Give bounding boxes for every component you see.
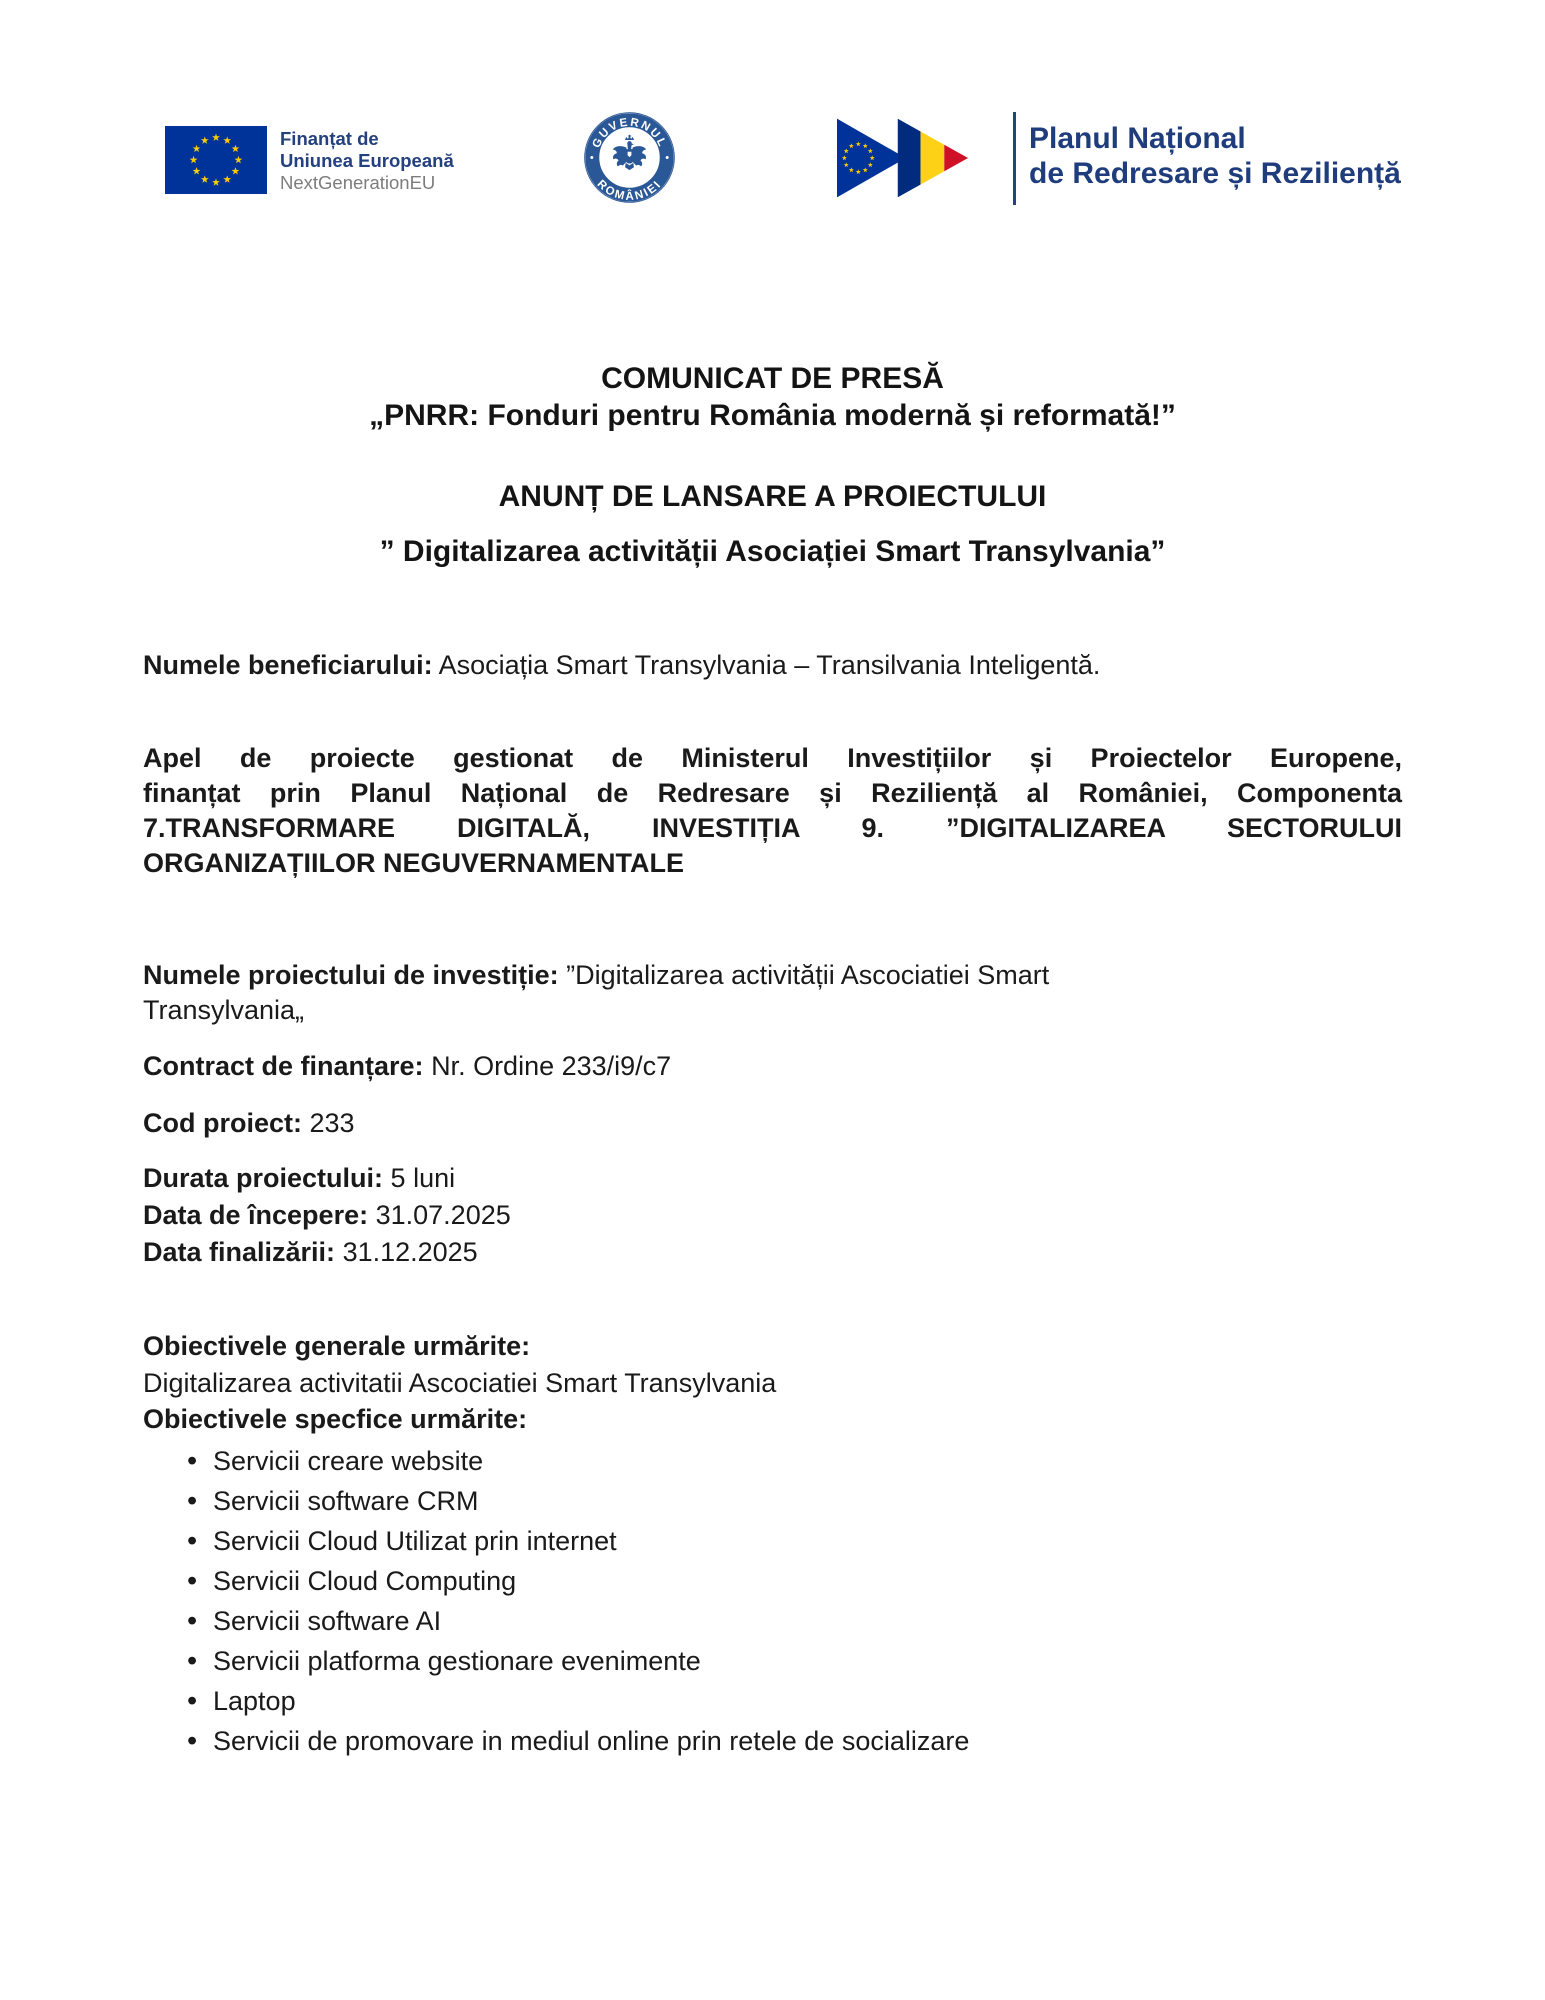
seal-top-text: GUVERNUL [589,115,670,150]
field-value: ”Digitalizarea activității Ascociatiei Smart [566,960,1050,990]
list-item: • Laptop [143,1681,1402,1721]
objectives-specific-label [143,1401,1402,1438]
field-label: Durata proiectului: [143,1163,384,1193]
announcement-title: ANUNȚ DE LANSARE A PROIECTULUI [498,480,1047,513]
title-line: COMUNICAT DE PRESĂ [601,362,944,395]
beneficiary-line [143,648,1402,683]
field-value: Transylvania„ [143,995,305,1025]
field-label: Obiectivele specfice urmărite: [143,1404,528,1434]
field-value: 31.07.2025 [375,1200,511,1230]
project-title: ” Digitalizarea activității Asociației Smart Transylvania” [379,535,1166,568]
title-slogan: „PNRR: Fonduri pentru România modernă și reformată!” [369,399,1176,432]
field-value: 5 luni [390,1163,456,1193]
paragraph-line: ORGANIZAȚIILOR NEGUVERNAMENTALE [143,848,684,878]
contract-field [143,1049,1402,1084]
paragraph-line: finanțat prin Planul Național de Redresare și Reziliență al României, Componenta [143,778,1402,808]
field-value: 233 [309,1108,355,1138]
seal-bottom-text: ROMÂNIEI [594,177,665,203]
list-item: • Servicii Cloud Computing [143,1561,1402,1601]
objectives-list [143,1441,1402,1761]
field-label: Numele proiectului de investiție: [143,960,559,990]
eu-logo-text: Finanțat de [280,128,379,149]
field-value: 31.12.2025 [342,1237,478,1267]
objectives-block [143,1328,1402,1438]
objectives-general-value: Digitalizarea activitatii Ascociatiei Smart Transylvania [143,1367,777,1398]
field-value: Asociația Smart Transylvania – Transilvania Inteligentă. [438,650,1101,680]
press-release-title [143,360,1402,434]
list-item: • Servicii de promovare in mediul online prin retele de socializare [143,1721,1402,1761]
paragraph-line: 7.TRANSFORMARE DIGITALĂ, INVESTIȚIA 9. ”DIGITALIZAREA SECTORULUI [143,813,1402,843]
list-item: • Servicii software CRM [143,1481,1402,1521]
list-item: • Servicii platforma gestionare evenimente [143,1641,1402,1681]
field-label: Data finalizării: [143,1237,336,1267]
pnrr-logo-text: de Redresare și Reziliență [1029,157,1401,190]
list-item: • Servicii Cloud Utilizat prin internet [143,1521,1402,1561]
field-label: Contract de finanțare: [143,1051,424,1081]
project-code-field [143,1106,1402,1141]
list-item: • Servicii software AI [143,1601,1402,1641]
call-paragraph [143,741,1402,881]
field-label: Numele beneficiarului: [143,650,433,680]
eu-logo-subtext: NextGenerationEU [280,172,436,193]
paragraph-line: Apel de proiecte gestionat de Ministerul Investițiilor și Proiectelor Europene, [143,743,1402,773]
field-value: Nr. Ordine 233/i9/c7 [431,1051,672,1081]
pnrr-logo-text: Planul Național [1029,122,1246,155]
dates-block [143,1160,1402,1271]
project-name-field [143,958,1402,1028]
document-body [143,0,1402,1761]
objectives-general-label [143,1328,1402,1365]
field-label: Obiectivele generale urmărite: [143,1331,531,1361]
field-label: Cod proiect: [143,1108,302,1138]
list-item: • Servicii creare website [143,1441,1402,1481]
eu-logo-text: Uniunea Europeană [280,150,454,171]
field-label: Data de începere: [143,1200,369,1230]
